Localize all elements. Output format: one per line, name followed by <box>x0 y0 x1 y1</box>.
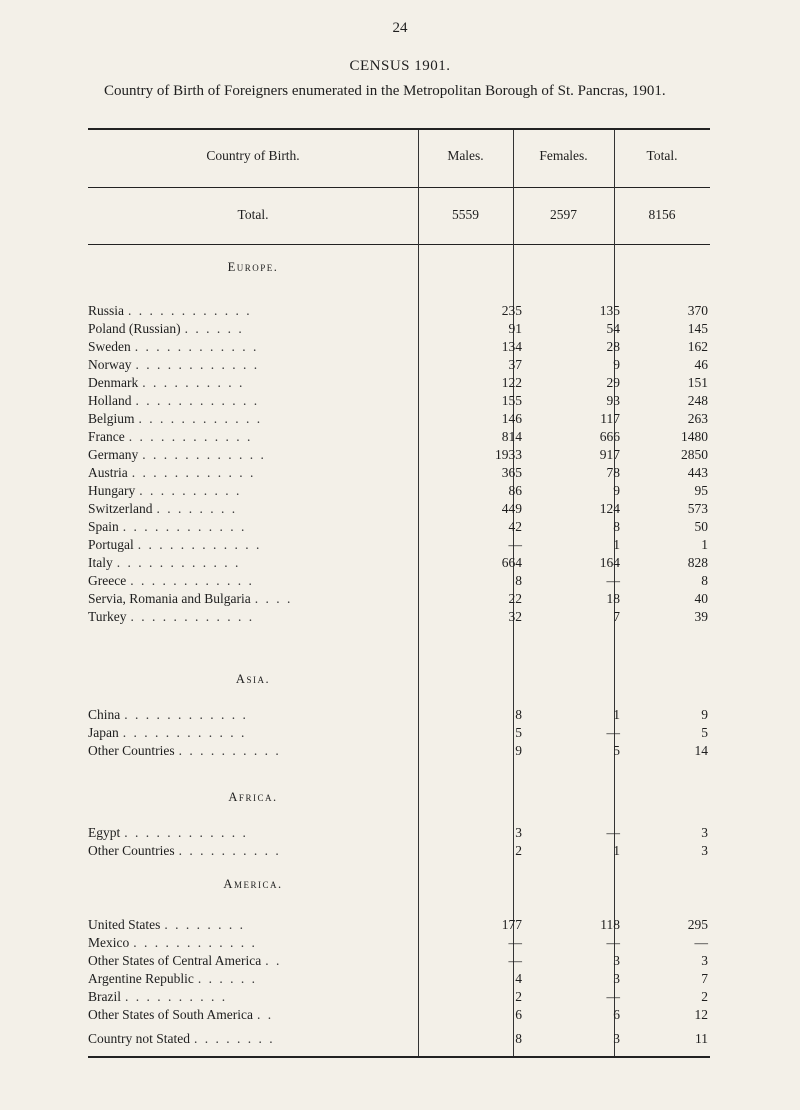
females-value: — <box>606 989 620 1004</box>
table-row <box>88 392 710 409</box>
country-label: Brazil <box>88 989 121 1004</box>
table-row <box>88 338 710 355</box>
total-value: 145 <box>687 321 708 336</box>
total-value: 40 <box>694 591 708 606</box>
females-value: 54 <box>606 321 620 336</box>
males-value: 155 <box>501 393 522 408</box>
total-value: 162 <box>687 339 708 354</box>
grand-total-males: 5559 <box>452 207 479 222</box>
leader-dots: . . . . . . . . . . . . <box>116 555 241 570</box>
males-value: 2 <box>515 843 522 858</box>
table-row <box>88 724 710 741</box>
country-name <box>88 590 408 607</box>
country-label: France <box>88 429 125 444</box>
leader-dots: . . . . . . . . . . <box>142 375 245 390</box>
country-name <box>88 934 408 951</box>
total-value: 2 <box>701 989 708 1004</box>
country-name <box>88 842 408 859</box>
table-row <box>88 536 710 553</box>
country-label: Italy <box>88 555 113 570</box>
males-value: 8 <box>515 707 522 722</box>
section-europe: Europe. <box>227 260 279 274</box>
country-label: Japan <box>88 725 119 740</box>
females-value: 78 <box>606 465 620 480</box>
country-name <box>88 916 408 933</box>
total-value: 7 <box>701 971 708 986</box>
leader-dots: . . . . . . . . . . . . <box>134 339 259 354</box>
country-label: Other States of South America <box>88 1007 253 1022</box>
table-row <box>88 842 710 859</box>
males-value: 235 <box>501 303 522 318</box>
females-value: 164 <box>599 555 620 570</box>
table-row <box>88 1030 710 1047</box>
males-value: 814 <box>501 429 522 444</box>
country-name <box>88 518 408 535</box>
leader-dots: . . . . . . . . . . <box>178 843 281 858</box>
total-value: 9 <box>701 707 708 722</box>
males-value: 32 <box>508 609 522 624</box>
total-bottom-rule <box>88 244 710 245</box>
header-females: Females. <box>539 148 588 163</box>
country-name <box>88 338 408 355</box>
table-row <box>88 428 710 445</box>
grand-total-females: 2597 <box>550 207 577 222</box>
header-country: Country of Birth. <box>206 148 300 163</box>
females-value: 3 <box>613 971 620 986</box>
country-label: Argentine Republic <box>88 971 194 986</box>
table-row <box>88 446 710 463</box>
country-label: Servia, Romania and Bulgaria <box>88 591 251 606</box>
males-value: 1933 <box>495 447 522 462</box>
leader-dots: . . . . . . . . . . . . <box>124 707 248 722</box>
leader-dots: . . . . . . . . . . <box>139 483 242 498</box>
country-label: Turkey <box>88 609 127 624</box>
females-value: — <box>606 825 620 840</box>
total-value: 14 <box>694 743 708 758</box>
males-value: 42 <box>508 519 522 534</box>
females-value: — <box>606 725 620 740</box>
total-value: 46 <box>694 357 708 372</box>
leader-dots: . . . . . . . . . . <box>178 743 281 758</box>
country-name <box>88 988 408 1005</box>
leader-dots: . . . . . . . . . . . . <box>135 357 260 372</box>
males-value: 4 <box>515 971 522 986</box>
table-row <box>88 1006 710 1023</box>
total-value: 39 <box>694 609 708 624</box>
females-value: 93 <box>606 393 620 408</box>
leader-dots: . . <box>265 953 282 968</box>
leader-dots: . . . . . . . . . . . . <box>128 303 252 318</box>
females-value: 9 <box>613 483 620 498</box>
table-row <box>88 970 710 987</box>
table-row <box>88 590 710 607</box>
males-value: 664 <box>501 555 522 570</box>
country-name <box>88 554 408 571</box>
country-name <box>88 952 408 969</box>
grand-total-label: Total. <box>237 207 269 222</box>
females-value: 917 <box>599 447 620 462</box>
country-label: Other Countries <box>88 743 175 758</box>
females-value: 3 <box>613 1031 620 1046</box>
leader-dots: . . . . . . . . <box>164 917 245 932</box>
table-row <box>88 952 710 969</box>
country-label: Greece <box>88 573 127 588</box>
country-name <box>88 536 408 553</box>
country-name <box>88 970 408 987</box>
leader-dots: . . . . . . . . . . <box>125 989 228 1004</box>
country-label: Mexico <box>88 935 130 950</box>
males-value: — <box>508 537 522 552</box>
males-value: 5 <box>515 725 522 740</box>
country-name <box>88 500 408 517</box>
country-label: Switzerland <box>88 501 153 516</box>
females-value: 1 <box>613 707 620 722</box>
table-row <box>88 824 710 841</box>
country-label: Holland <box>88 393 132 408</box>
table-row <box>88 356 710 373</box>
country-name <box>88 302 408 319</box>
country-label: Portugal <box>88 537 134 552</box>
males-value: 122 <box>501 375 522 390</box>
males-value: 22 <box>508 591 522 606</box>
country-name <box>88 706 408 723</box>
page-number: 24 <box>392 20 408 36</box>
leader-dots: . . <box>256 1007 274 1022</box>
total-value: 5 <box>701 725 708 740</box>
total-value: 3 <box>701 953 708 968</box>
leader-dots: . . . . <box>254 591 293 606</box>
leader-dots: . . . . . . . . . . . . <box>128 429 253 444</box>
leader-dots: . . . . . . . . <box>194 1031 275 1046</box>
males-value: 146 <box>501 411 522 426</box>
total-value: 3 <box>701 843 708 858</box>
total-value: 443 <box>687 465 708 480</box>
females-value: 135 <box>599 303 620 318</box>
table-row <box>88 410 710 427</box>
table-row <box>88 518 710 535</box>
males-value: 177 <box>501 917 522 932</box>
males-value: 37 <box>508 357 522 372</box>
leader-dots: . . . . . . . . . . . . <box>122 519 247 534</box>
females-value: 9 <box>613 357 620 372</box>
total-value: — <box>694 935 708 950</box>
total-value: 263 <box>687 411 708 426</box>
country-name <box>88 1006 408 1023</box>
table-row <box>88 988 710 1005</box>
leader-dots: . . . . . . . . . . . . <box>142 447 266 462</box>
country-label: Belgium <box>88 411 135 426</box>
males-value: 8 <box>515 1031 522 1046</box>
table-row <box>88 554 710 571</box>
country-name <box>88 572 408 589</box>
country-name <box>88 356 408 373</box>
females-value: 18 <box>606 591 620 606</box>
females-value: 117 <box>600 411 620 426</box>
leader-dots: . . . . . . . . . . . . <box>122 725 247 740</box>
leader-dots: . . . . . . . . . . . . <box>124 825 248 840</box>
total-value: 828 <box>687 555 708 570</box>
total-value: 1480 <box>681 429 708 444</box>
males-value: 8 <box>515 573 522 588</box>
section-america: America. <box>223 877 283 891</box>
table-row <box>88 742 710 759</box>
females-value: 124 <box>599 501 620 516</box>
country-label: Hungary <box>88 483 136 498</box>
page-title: CENSUS 1901. <box>349 58 451 74</box>
country-name <box>88 482 408 499</box>
males-value: 6 <box>515 1007 522 1022</box>
header-males: Males. <box>447 148 484 163</box>
country-label: Other States of Central America <box>88 953 262 968</box>
grand-total-total: 8156 <box>648 207 676 222</box>
females-value: — <box>606 935 620 950</box>
section-asia: Asia. <box>235 672 271 686</box>
country-label: Poland (Russian) <box>88 321 181 336</box>
country-name <box>88 742 408 759</box>
country-label: Germany <box>88 447 139 462</box>
country-name <box>88 374 408 391</box>
females-value: 1 <box>613 843 620 858</box>
females-value: — <box>606 573 620 588</box>
table-row <box>88 464 710 481</box>
header-bottom-rule <box>88 187 710 188</box>
leader-dots: . . . . . . . . <box>156 501 238 516</box>
table-row <box>88 482 710 499</box>
country-label: Norway <box>88 357 132 372</box>
country-label: Sweden <box>88 339 131 354</box>
leader-dots: . . . . . . . . . . . . <box>138 411 263 426</box>
country-label: Country not Stated <box>88 1031 190 1046</box>
table-row <box>88 572 710 589</box>
males-value: 9 <box>515 743 522 758</box>
males-value: 134 <box>501 339 522 354</box>
females-value: 5 <box>613 743 620 758</box>
males-value: 365 <box>501 465 522 480</box>
total-value: 50 <box>694 519 708 534</box>
country-label: United States <box>88 917 161 932</box>
leader-dots: . . . . . . <box>197 971 257 986</box>
table-row <box>88 706 710 723</box>
females-value: 3 <box>613 953 620 968</box>
table-bottom-rule <box>88 1056 710 1058</box>
total-value: 248 <box>687 393 708 408</box>
total-value: 1 <box>701 537 708 552</box>
males-value: 86 <box>508 483 522 498</box>
females-value: 118 <box>600 917 620 932</box>
females-value: 29 <box>606 375 620 390</box>
females-value: 1 <box>613 537 620 552</box>
table-row <box>88 374 710 391</box>
leader-dots: . . . . . . . . . . . . <box>137 537 262 552</box>
header-total: Total. <box>646 148 678 163</box>
males-value: 449 <box>501 501 522 516</box>
table-row <box>88 302 710 319</box>
males-value: 3 <box>515 825 522 840</box>
country-label: Russia <box>88 303 125 318</box>
table-row <box>88 500 710 517</box>
males-value: 91 <box>508 321 522 336</box>
table-row <box>88 916 710 933</box>
leader-dots: . . . . . . <box>184 321 244 336</box>
table-row <box>88 608 710 625</box>
table-row <box>88 934 710 951</box>
section-africa: Africa. <box>228 790 278 804</box>
country-label: China <box>88 707 121 722</box>
leader-dots: . . . . . . . . . . . . <box>130 573 254 588</box>
country-label: Egypt <box>88 825 121 840</box>
leader-dots: . . . . . . . . . . . . <box>133 935 257 950</box>
country-name <box>88 320 408 337</box>
females-value: 8 <box>613 519 620 534</box>
table-top-rule <box>88 128 710 130</box>
females-value: 666 <box>599 429 620 444</box>
leader-dots: . . . . . . . . . . . . <box>135 393 260 408</box>
table-row <box>88 320 710 337</box>
total-value: 8 <box>701 573 708 588</box>
total-value: 573 <box>687 501 708 516</box>
total-value: 95 <box>694 483 708 498</box>
total-value: 151 <box>687 375 708 390</box>
census-table <box>88 128 710 1058</box>
country-name <box>88 724 408 741</box>
total-value: 11 <box>695 1031 708 1046</box>
country-label: Other Countries <box>88 843 175 858</box>
total-value: 3 <box>701 825 708 840</box>
total-value: 12 <box>694 1007 708 1022</box>
country-name <box>88 446 408 463</box>
leader-dots: . . . . . . . . . . . . <box>130 609 255 624</box>
country-label: Denmark <box>88 375 139 390</box>
country-label: Austria <box>88 465 128 480</box>
total-value: 370 <box>687 303 708 318</box>
country-name <box>88 824 408 841</box>
country-name <box>88 1030 408 1047</box>
country-label: Spain <box>88 519 119 534</box>
country-name <box>88 428 408 445</box>
males-value: 2 <box>515 989 522 1004</box>
females-value: 7 <box>613 609 620 624</box>
females-value: 6 <box>613 1007 620 1022</box>
females-value: 28 <box>606 339 620 354</box>
country-name <box>88 410 408 427</box>
males-value: — <box>508 935 522 950</box>
leader-dots: . . . . . . . . . . . . <box>131 465 256 480</box>
total-value: 2850 <box>681 447 708 462</box>
total-value: 295 <box>687 917 708 932</box>
males-value: — <box>508 953 522 968</box>
country-name <box>88 464 408 481</box>
country-name <box>88 608 408 625</box>
country-name <box>88 392 408 409</box>
table-caption: Country of Birth of Foreigners enumerated in the Metropolitan Borough of St. Pancras, 1901. <box>104 83 666 99</box>
